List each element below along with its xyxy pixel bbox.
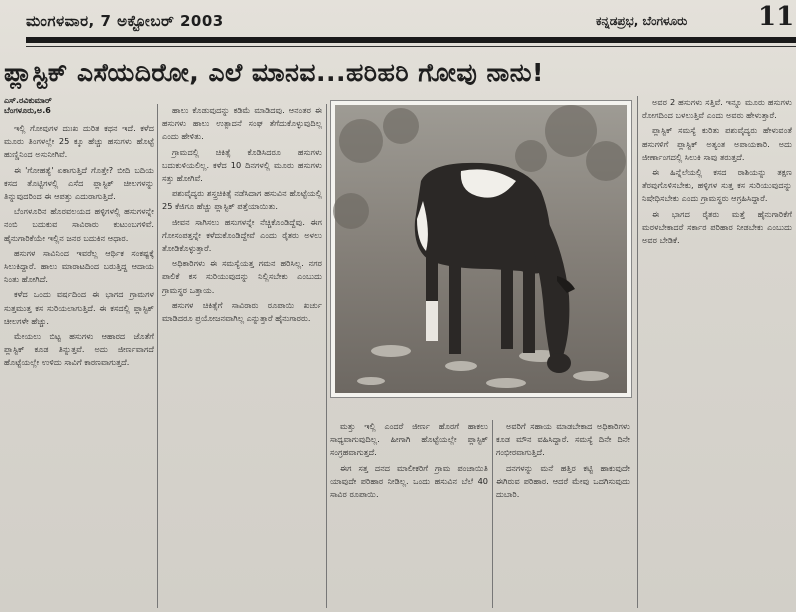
header-rule xyxy=(26,37,796,43)
paragraph: ಈ ಭಾಗದ ರೈತರು ಮತ್ತೆ ಹೈನುಗಾರಿಕೆಗೆ ಮರಳಬೇಕಾದರೆ ಸರ್ಕಾರ ಪರಿಹಾರ ನೀಡಬೇಕು ಎಂಬುದು ಅವರ ಬೇಡಿಕೆ. xyxy=(642,208,792,246)
paragraph: ಅಧಿಕಾರಿಗಳು ಈ ಸಮಸ್ಯೆಯತ್ತ ಗಮನ ಹರಿಸಿಲ್ಲ. ನಗರ ಪಾಲಿಕೆ ಕಸ ಸುರಿಯುವುದನ್ನು ನಿಲ್ಲಿಸಬೇಕು ಎಂಬುದು ಗ್ರಾಮಸ್ಥರ ಒತ್ತಾಯ. xyxy=(162,258,322,295)
paragraph: ಪ್ಲಾಸ್ಟಿಕ್ ಸಮಸ್ಯೆ ಕುರಿತು ಪಶುವೈದ್ಯರು ಹೇಳುವಂತೆ ಹಸುಗಳಿಗೆ ಪ್ಲಾಸ್ಟಿಕ್ ಅತ್ಯಂತ ಅಪಾಯಕಾರಿ. ಅದು ಜೀರ್ಣಾಂಗದಲ್ಲಿ ಸಿಲುಕಿ ಸಾವು ತರುತ್ತದೆ. xyxy=(642,125,792,162)
page-number: 11 xyxy=(758,2,795,32)
paragraph: ಹಸುಗಳ ಸಾವಿನಿಂದ ಇವರೆಲ್ಲ ಆರ್ಥಿಕ ಸಂಕಷ್ಟಕ್ಕೆ ಸಿಲುಕಿದ್ದಾರೆ. ಹಾಲು ಮಾರಾಟದಿಂದ ಬರುತ್ತಿದ್ದ ಆದಾಯ ನಿಂತು ಹೋಗಿದೆ. xyxy=(4,247,154,285)
paragraph: ಕಳೆದ ಒಂದು ವರ್ಷದಿಂದ ಈ ಭಾಗದ ಗ್ರಾಮಗಳ ಸುತ್ತಮುತ್ತ ಕಸ ಸುರಿಯಲಾಗುತ್ತಿದೆ. ಈ ಕಸದಲ್ಲಿ ಪ್ಲಾಸ್ಟಿಕ್ ಚೀಲಗಳೇ ಹೆಚ್ಚು. xyxy=(4,289,154,326)
paragraph: ಗ್ರಾಮದಲ್ಲಿ ಚಿಕಿತ್ಸೆ ಕೊಡಿಸಿದರೂ ಹಸುಗಳು ಬದುಕುಳಿಯಲಿಲ್ಲ. ಕಳೆದ 10 ದಿನಗಳಲ್ಲಿ ಮೂರು ಹಸುಗಳು ಸತ್ತು ಹೋಗಿವೆ. xyxy=(162,146,322,184)
paragraph: ಜೀವನ ಸಾಗಿಸಲು ಹಸುಗಳನ್ನೇ ನೆಚ್ಚಿಕೊಂಡಿದ್ದೆವು. ಈಗ ಗೋಸಂಪತ್ತನ್ನೇ ಕಳೆದುಕೊಂಡಿದ್ದೇವೆ ಎಂದು ರೈತರು ಅಳಲು ತೋಡಿಕೊಳ್ಳುತ್ತಾರೆ. xyxy=(162,216,322,254)
paragraph: ದನಗಳನ್ನು ಮನೆ ಹತ್ತಿರ ಕಟ್ಟಿ ಹಾಕುವುದೇ ಈಗಿರುವ ಪರಿಹಾರ. ಆದರೆ ಮೇವು ಒದಗಿಸುವುದು ದುಬಾರಿ. xyxy=(496,462,630,500)
paragraph: ಮೇಯಲು ಬಿಟ್ಟ ಹಸುಗಳು ಆಹಾರದ ಜೊತೆಗೆ ಪ್ಲಾಸ್ಟಿಕ್ ಕೂಡ ತಿನ್ನುತ್ತವೆ. ಅದು ಜೀರ್ಣವಾಗದೆ ಹೊಟ್ಟೆಯಲ್ಲೇ ಉಳಿದು ಸಾವಿಗೆ ಕಾರಣವಾಗುತ್ತದೆ. xyxy=(4,331,154,368)
article-headline: ಪ್ಲಾಸ್ಟಿಕ್ ಎಸೆಯದಿರೋ, ಎಲೆ ಮಾನವ...ಹರಿಹರಿ ಗೋವು ನಾನು! xyxy=(4,58,544,87)
article-column-1 xyxy=(4,122,154,608)
paragraph: ಪಶುವೈದ್ಯರು ಶಸ್ತ್ರಚಿಕಿತ್ಸೆ ನಡೆಸಿದಾಗ ಹಸುವಿನ ಹೊಟ್ಟೆಯಲ್ಲಿ 25 ಕೆಜಿಗೂ ಹೆಚ್ಚು ಪ್ಲಾಸ್ಟಿಕ್ ಪತ್ತೆಯಾಯಿತು. xyxy=(162,188,322,212)
paragraph: ಹಾಲು ಕೊಡುವುದನ್ನು ಕಡಿಮೆ ಮಾಡಿದವು. ಆನಂತರ ಈ ಹಸುಗಳು ಹಾಲು ಉತ್ಪಾದನೆ ಸಂಘ ತೆಗೆದುಕೊಳ್ಳುವುದಿಲ್ಲ ಎಂದು ಹೇಳಿತು. xyxy=(162,105,322,142)
article-column-4 xyxy=(496,420,630,608)
page-header xyxy=(0,0,796,38)
newspaper-name: ಕನ್ನಡಪ್ರಭ, ಬೆಂಗಳೂರು xyxy=(596,14,688,28)
paragraph: ಅವರಿಗೆ ಸಹಾಯ ಮಾಡಬೇಕಾದ ಅಧಿಕಾರಿಗಳು ಕೂಡ ಮೌನ ವಹಿಸಿದ್ದಾರೆ. ಸಮಸ್ಯೆ ದಿನೇ ದಿನೇ ಗಂಭೀರವಾಗುತ್ತಿದೆ. xyxy=(496,421,630,458)
paragraph: ಮತ್ತು ಇಲ್ಲಿ ಎಂದರೆ ಜೀರ್ಣ ಹೊರಗೆ ಹಾಕಲು ಸಾಧ್ಯವಾಗುವುದಿಲ್ಲ. ಹೀಗಾಗಿ ಹೊಟ್ಟೆಯಲ್ಲೇ ಪ್ಲಾಸ್ಟಿಕ್ ಸಂಗ್ರಹವಾಗುತ್ತದೆ. xyxy=(330,421,488,458)
paragraph: ಇಲ್ಲಿ ಗೋವುಗಳ ದುಃಖ ದುರಿತ ಕಥನ ಇದೆ. ಕಳೆದ ಮೂರು ತಿಂಗಳಲ್ಲೇ 25 ಕ್ಕೂ ಹೆಚ್ಚು ಹಸುಗಳು ಹೊಟ್ಟೆ ಹುಣ್ಣಿನಿಂದ ಅಸುನೀಗಿವೆ. xyxy=(4,123,154,160)
article-column-3 xyxy=(330,420,488,608)
paragraph: ಈ ಹಿನ್ನೆಲೆಯಲ್ಲಿ ಕಸದ ರಾಶಿಯನ್ನು ತಕ್ಷಣ ತೆರವುಗೊಳಿಸಬೇಕು, ಹಳ್ಳಿಗಳ ಸುತ್ತ ಕಸ ಸುರಿಯುವುದನ್ನು ನಿಷೇಧಿಸಬೇಕು ಎಂದು ಗ್ರಾಮಸ್ಥರು ಆಗ್ರಹಿಸಿದ್ದಾರೆ. xyxy=(642,167,792,204)
cow-eating-plastic-image xyxy=(331,101,631,397)
column-divider xyxy=(157,104,158,608)
paragraph: ಈಗ ಸತ್ತ ದನದ ಮಾಲೀಕರಿಗೆ ಗ್ರಾಮ ಪಂಚಾಯಿತಿ ಯಾವುದೇ ಪರಿಹಾರ ನೀಡಿಲ್ಲ. ಒಂದು ಹಸುವಿನ ಬೆಲೆ 40 ಸಾವಿರ ರೂಪಾಯಿ. xyxy=(330,462,488,500)
paragraph: ಈ 'ಗೋಹತ್ಯೆ' ಏಕಾಗುತ್ತಿದೆ ಗೊತ್ತೇ? ಬೀದಿ ಬದಿಯ ಕಸದ ತೊಟ್ಟಿಗಳಲ್ಲಿ ಎಸೆದ ಪ್ಲಾಸ್ಟಿಕ್ ಚೀಲಗಳನ್ನು ತಿನ್ನುವುದರಿಂದ ಈ ಆಪತ್ತು ಎದುರಾಗುತ್ತಿದೆ. xyxy=(4,164,154,202)
byline-dateline: ಬೆಂಗಳೂರು,ಅ.6 xyxy=(4,106,51,115)
article-column-2 xyxy=(162,104,322,608)
column-divider xyxy=(492,420,493,608)
column-divider xyxy=(637,96,638,608)
article-column-5 xyxy=(642,96,792,608)
column-divider xyxy=(326,104,327,608)
paragraph: ಅವರ 2 ಹಸುಗಳು ಸತ್ತಿವೆ. ಇನ್ನೂ ಮೂರು ಹಸುಗಳು ರೋಗದಿಂದ ಬಳಲುತ್ತಿವೆ ಎಂದು ಅವರು ಹೇಳುತ್ತಾರೆ. xyxy=(642,97,792,121)
paragraph: ಹಸುಗಳ ಚಿಕಿತ್ಸೆಗೆ ಸಾವಿರಾರು ರೂಪಾಯಿ ಖರ್ಚು ಮಾಡಿದರೂ ಪ್ರಯೋಜನವಾಗಿಲ್ಲ ಎನ್ನುತ್ತಾರೆ ಹೈನುಗಾರರು. xyxy=(162,299,322,324)
header-rule-thin xyxy=(26,46,796,47)
issue-date: ಮಂಗಳವಾರ, 7 ಅಕ್ಟೋಬರ್ 2003 xyxy=(26,12,224,30)
byline-author: ಎಸ್.ರವಿಕುಮಾರ್ xyxy=(4,96,52,105)
byline xyxy=(4,96,79,116)
cow-photo xyxy=(330,100,632,398)
paragraph: ಬೆಂಗಳೂರಿನ ಹೊರವಲಯದ ಹಳ್ಳಿಗಳಲ್ಲಿ ಹಸುಗಳನ್ನೇ ನಂಬಿ ಬದುಕುವ ಸಾವಿರಾರು ಕುಟುಂಬಗಳಿವೆ. ಹೈನುಗಾರಿಕೆಯೇ ಇಲ್ಲಿನ ಜನರ ಬದುಕಿನ ಆಧಾರ. xyxy=(4,206,154,243)
